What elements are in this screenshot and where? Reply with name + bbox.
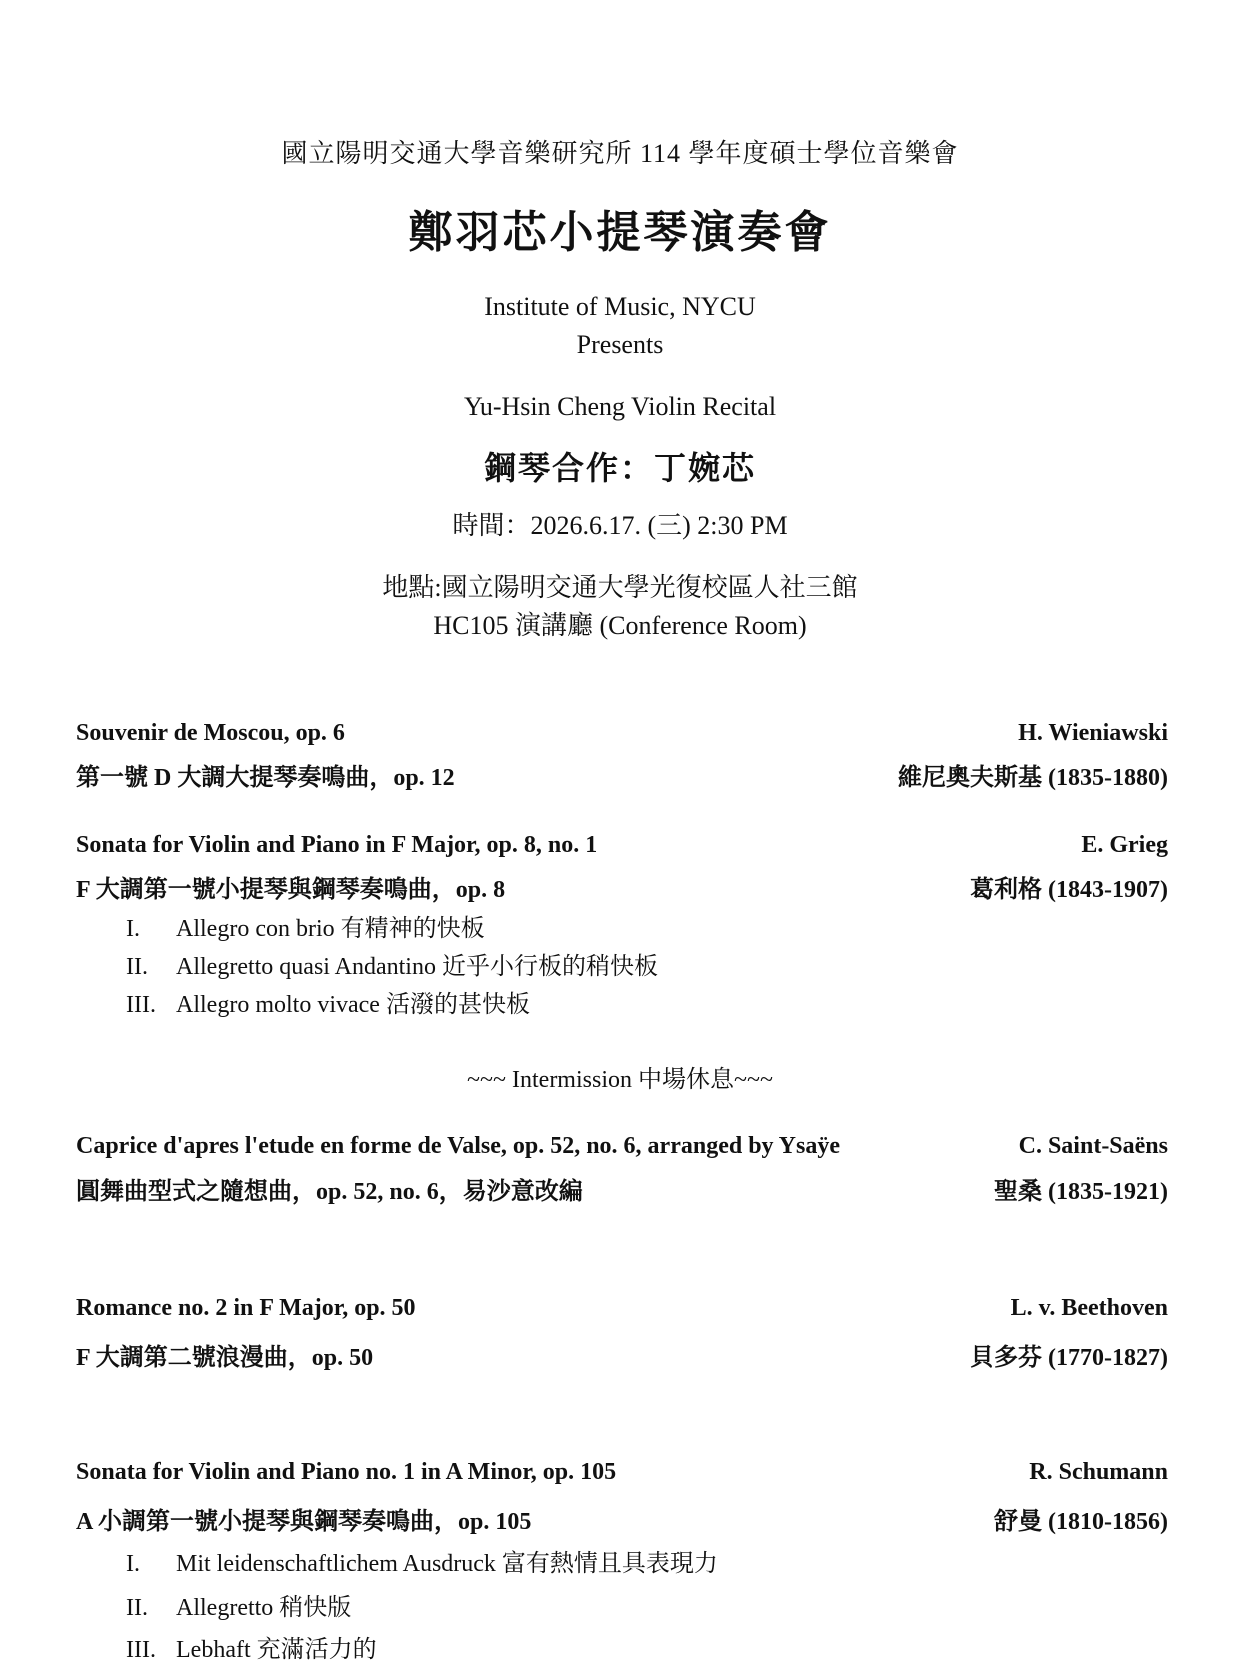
piece-title-zh: 圓舞曲型式之隨想曲，op. 52, no. 6，易沙意改編	[76, 1179, 583, 1205]
movement-text: Mit leidenschaftlichem Ausdruck 富有熱情且具表現力	[176, 1551, 718, 1577]
movement-item	[126, 984, 530, 1019]
piece-title-row	[76, 1133, 1168, 1167]
piece-title-zh: F 大調第二號浪漫曲，op. 50	[76, 1345, 374, 1371]
movement-text: Allegro con brio 有精神的快板	[176, 916, 485, 942]
composer-name-en: R. Schumann	[1029, 1459, 1168, 1485]
movement-number: II.	[126, 954, 148, 980]
presents-text: Presents	[576, 330, 664, 359]
composer-name-en: H. Wieniawski	[1018, 720, 1168, 746]
piece-title-zh-row	[76, 757, 1168, 791]
movement-number: III.	[126, 1637, 156, 1663]
concert-venue: 地點:國立陽明交通大學光復校區人社三館	[382, 573, 858, 602]
composer-name-zh: 舒曼 (1810-1856)	[994, 1509, 1168, 1535]
movement-number: II.	[126, 1595, 148, 1621]
movement-item	[126, 1587, 351, 1622]
composer-name-en: E. Grieg	[1081, 832, 1168, 858]
movement-number: I.	[126, 916, 140, 942]
concert-venue-room: HC105 演講廳 (Conference Room)	[433, 611, 807, 640]
pianist-credit: 鋼琴合作：丁婉芯	[483, 450, 756, 486]
movement-number: I.	[126, 1551, 140, 1577]
piece-title-en: Souvenir de Moscou, op. 6	[76, 720, 345, 746]
movement-number: III.	[126, 992, 156, 1018]
movement-item	[126, 1629, 377, 1664]
piece-title-row	[76, 1459, 1168, 1493]
composer-name-zh: 貝多芬 (1770-1827)	[970, 1345, 1168, 1371]
piece-title-zh: F 大調第一號小提琴與鋼琴奏鳴曲，op. 8	[76, 877, 506, 903]
movement-text: Allegro molto vivace 活潑的甚快板	[176, 992, 530, 1018]
piece-title-zh: 第一號 D 大調大提琴奏鳴曲，op. 12	[76, 765, 455, 791]
program-header-line: 國立陽明交通大學音樂研究所 114 學年度碩士學位音樂會	[281, 139, 959, 168]
piece-title-zh-row	[76, 1501, 1168, 1535]
piece-title-zh: A 小調第一號小提琴與鋼琴奏鳴曲，op. 105	[76, 1509, 532, 1535]
piece-title-zh-row	[76, 1337, 1168, 1371]
movement-text: Allegretto 稍快版	[176, 1595, 352, 1621]
recital-english-title: Yu-Hsin Cheng Violin Recital	[463, 392, 777, 421]
movement-item	[126, 1543, 718, 1578]
movement-item	[126, 946, 658, 981]
concert-time: 時間：2026.6.17. (三) 2:30 PM	[452, 511, 788, 540]
composer-name-zh: 葛利格 (1843-1907)	[970, 877, 1168, 903]
piece-title-row	[76, 1295, 1168, 1329]
piece-title-zh-row	[76, 869, 1168, 903]
piece-title-row	[76, 720, 1168, 754]
piece-title-en: Sonata for Violin and Piano no. 1 in A Minor, op. 105	[76, 1459, 617, 1485]
piece-title-en: Caprice d'apres l'etude en forme de Valse, op. 52, no. 6, arranged by Ysaÿe	[76, 1133, 840, 1159]
movement-text: Lebhaft 充滿活力的	[176, 1637, 377, 1663]
composer-name-zh: 維尼奧夫斯基 (1835-1880)	[898, 765, 1168, 791]
composer-name-en: C. Saint-Saëns	[1018, 1133, 1168, 1159]
piece-title-zh-row	[76, 1171, 1168, 1205]
piece-title-en: Sonata for Violin and Piano in F Major, op. 8, no. 1	[76, 832, 598, 858]
composer-name-en: L. v. Beethoven	[1010, 1295, 1168, 1321]
institute-name: Institute of Music, NYCU	[484, 292, 756, 321]
movement-text: Allegretto quasi Andantino 近乎小行板的稍快板	[176, 954, 658, 980]
recital-title: 鄭羽芯小提琴演奏會	[408, 208, 832, 257]
composer-name-zh: 聖桑 (1835-1921)	[994, 1179, 1168, 1205]
intermission-label: ~~~ Intermission 中場休息~~~	[467, 1067, 773, 1093]
piece-title-en: Romance no. 2 in F Major, op. 50	[76, 1295, 416, 1321]
movement-item	[126, 908, 485, 943]
piece-title-row	[76, 832, 1168, 866]
